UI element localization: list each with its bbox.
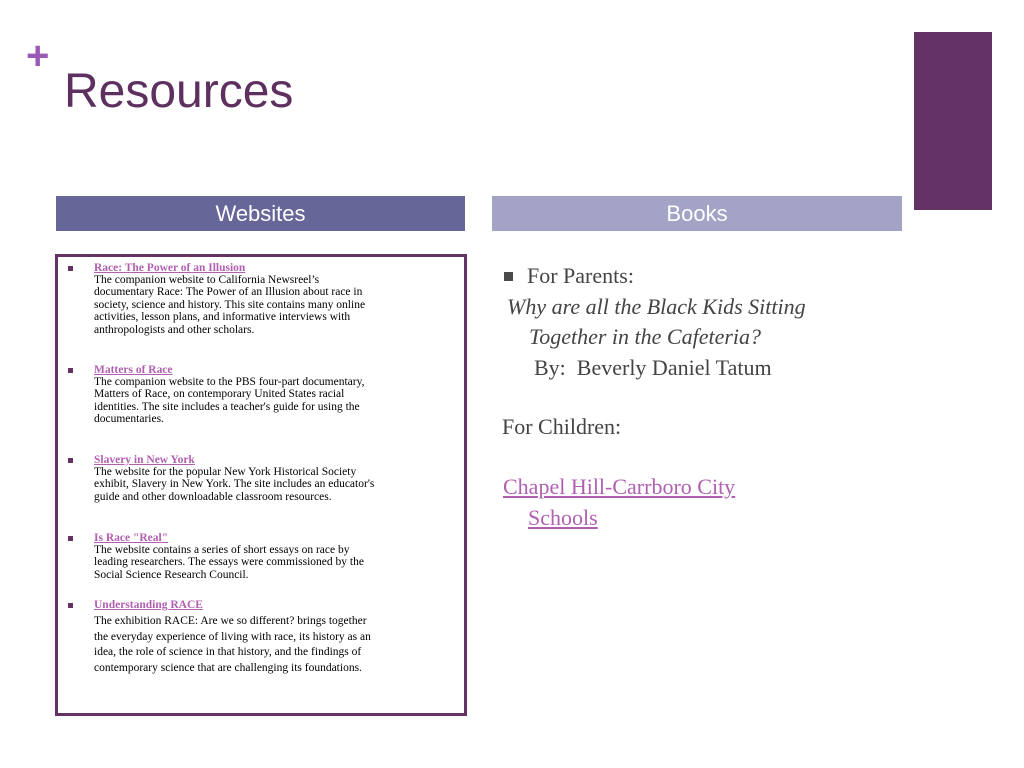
book-title-line-2: Together in the Cafeteria? (529, 324, 762, 349)
website-link-understanding-race[interactable]: Understanding RACE (94, 599, 203, 611)
website-link-matters-of-race[interactable]: Matters of Race (94, 364, 173, 376)
bullet-icon (68, 368, 73, 373)
decorative-corner-block (914, 32, 992, 210)
bullet-icon (68, 266, 73, 271)
website-link-race-power-illusion[interactable]: Race: The Power of an Illusion (94, 262, 246, 274)
book-title-line-1: Why are all the Black Kids Sitting (507, 294, 806, 319)
website-description: The exhibition RACE: Are we so different? brings together the everyday experience of living with race, its history as an idea, the role of science in that history, and the findings of contemporary science that are challenging its foundations. (94, 615, 371, 674)
books-header: Books (492, 196, 902, 231)
for-parents-label: For Parents: (527, 263, 634, 288)
website-item (68, 532, 452, 581)
plus-icon: + (26, 34, 50, 78)
website-item (68, 364, 452, 426)
website-description: The companion website to the PBS four-part documentary, Matters of Race, on contemporary United States racial identities. The site includes a teacher's guide for using the documentaries. (94, 376, 365, 426)
bullet-icon (68, 536, 73, 541)
book-author: By: Beverly Daniel Tatum (534, 355, 772, 380)
bullet-icon (68, 458, 73, 463)
website-item (68, 262, 452, 336)
for-children-label: For Children: (502, 414, 622, 439)
website-item (68, 454, 452, 503)
website-description: The website for the popular New York Historical Society exhibit, Slavery in New York. The site includes an educator's guide and other downloadable classroom resources. (94, 466, 375, 503)
bullet-icon (68, 603, 73, 608)
website-description: The companion website to California Newsreel’s documentary Race: The Power of an Illusion about race in society, science and history. This site contains many online activities, lesson plans, and informative interviews with anthropologists and other scholars. (94, 274, 366, 336)
websites-list (55, 254, 467, 716)
page-title: Resources (64, 65, 294, 118)
website-link-slavery-new-york[interactable]: Slavery in New York (94, 454, 195, 466)
chapel-hill-schools-link[interactable]: Chapel Hill-Carrboro City (503, 474, 736, 499)
websites-header: Websites (56, 196, 465, 231)
website-item (68, 599, 452, 676)
chapel-hill-schools-link-cont[interactable]: Schools (528, 505, 598, 530)
bullet-icon (504, 272, 513, 281)
website-description: The website contains a series of short essays on race by leading researchers. The essays were commissioned by the Social Science Research Council. (94, 544, 364, 581)
website-link-is-race-real[interactable]: Is Race "Real" (94, 532, 169, 544)
